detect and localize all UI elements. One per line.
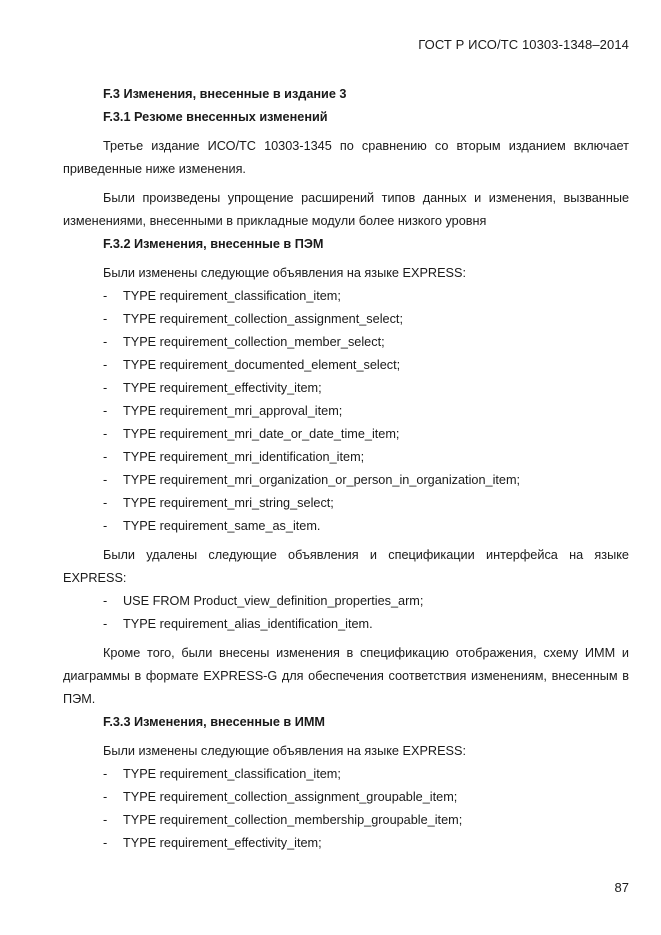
list-item <box>63 377 629 400</box>
list-item-text: TYPE requirement_collection_member_select; <box>123 335 385 349</box>
bullet-dash: - <box>103 289 108 303</box>
section-f33-heading: F.3.3 Изменения, внесенные в ИММ <box>103 715 326 729</box>
list-item-text: TYPE requirement_mri_date_or_date_time_item; <box>123 427 400 441</box>
list-item <box>63 308 629 331</box>
section-f32-heading: F.3.2 Изменения, внесенные в ПЭМ <box>103 237 324 251</box>
list-item-text: TYPE requirement_effectivity_item; <box>123 381 322 395</box>
section-f3-heading: F.3 Изменения, внесенные в издание 3 <box>103 87 347 101</box>
removed-declarations-list <box>63 590 629 636</box>
bullet-dash: - <box>103 427 108 441</box>
modified-declarations-list <box>63 285 629 538</box>
list-item <box>63 809 629 832</box>
bullet-dash: - <box>103 617 108 631</box>
list-item <box>63 515 629 538</box>
list-item <box>63 354 629 377</box>
paragraph: Были изменены следующие объявления на языке EXPRESS: <box>103 266 466 280</box>
bullet-dash: - <box>103 450 108 464</box>
list-item <box>63 832 629 855</box>
bullet-dash: - <box>103 767 108 781</box>
bullet-dash: - <box>103 473 108 487</box>
list-item <box>63 400 629 423</box>
list-item-text: TYPE requirement_same_as_item. <box>123 519 321 533</box>
list-item <box>63 492 629 515</box>
list-item-text: TYPE requirement_collection_assignment_groupable_item; <box>123 790 458 804</box>
bullet-dash: - <box>103 496 108 510</box>
list-item <box>63 423 629 446</box>
paragraph: Были произведены упрощение расширений типов данных и изменения, вызванные изменениями, внесенными в прикладные модули более низкого уровня <box>63 191 629 228</box>
list-item <box>63 590 629 613</box>
bullet-dash: - <box>103 358 108 372</box>
bullet-dash: - <box>103 335 108 349</box>
bullet-dash: - <box>103 381 108 395</box>
bullet-dash: - <box>103 404 108 418</box>
list-item-text: TYPE requirement_mri_organization_or_person_in_organization_item; <box>123 473 521 487</box>
page-number: 87 <box>614 880 629 895</box>
list-item-text: TYPE requirement_classification_item; <box>123 289 341 303</box>
list-item-text: TYPE requirement_collection_assignment_select; <box>123 312 403 326</box>
list-item-text: TYPE requirement_alias_identification_item. <box>123 617 373 631</box>
list-item <box>63 469 629 492</box>
list-item <box>63 446 629 469</box>
list-item-text: TYPE requirement_mri_string_select; <box>123 496 334 510</box>
list-item-text: TYPE requirement_effectivity_item; <box>123 836 322 850</box>
list-item <box>63 285 629 308</box>
list-item-text: USE FROM Product_view_definition_properties_arm; <box>123 594 424 608</box>
bullet-dash: - <box>103 836 108 850</box>
list-item-text: TYPE requirement_mri_approval_item; <box>123 404 343 418</box>
modified-declarations-list <box>63 763 629 855</box>
bullet-dash: - <box>103 594 108 608</box>
list-item-text: TYPE requirement_documented_element_select; <box>123 358 401 372</box>
paragraph: Кроме того, были внесены изменения в спецификацию отображения, схему ИММ и диаграммы в формате EXPRESS-G для обеспечения соответствия изменениям, внесенным в ПЭМ. <box>63 646 629 706</box>
section-f31-heading: F.3.1 Резюме внесенных изменений <box>103 110 328 124</box>
list-item <box>63 786 629 809</box>
list-item <box>63 331 629 354</box>
paragraph: Были удалены следующие объявления и спецификации интерфейса на языке EXPRESS: <box>63 548 629 585</box>
list-item <box>63 763 629 786</box>
bullet-dash: - <box>103 813 108 827</box>
bullet-dash: - <box>103 790 108 804</box>
list-item-text: TYPE requirement_classification_item; <box>123 767 341 781</box>
list-item-text: TYPE requirement_mri_identification_item; <box>123 450 365 464</box>
bullet-dash: - <box>103 312 108 326</box>
bullet-dash: - <box>103 519 108 533</box>
list-item <box>63 613 629 636</box>
list-item-text: TYPE requirement_collection_membership_groupable_item; <box>123 813 463 827</box>
paragraph: Третье издание ИСО/ТС 10303-1345 по сравнению со вторым изданием включает приведенные ниже изменения. <box>63 139 629 176</box>
page-content <box>63 83 629 855</box>
document-header: ГОСТ Р ИСО/ТС 10303-1348–2014 <box>418 37 629 52</box>
paragraph: Были изменены следующие объявления на языке EXPRESS: <box>103 744 466 758</box>
